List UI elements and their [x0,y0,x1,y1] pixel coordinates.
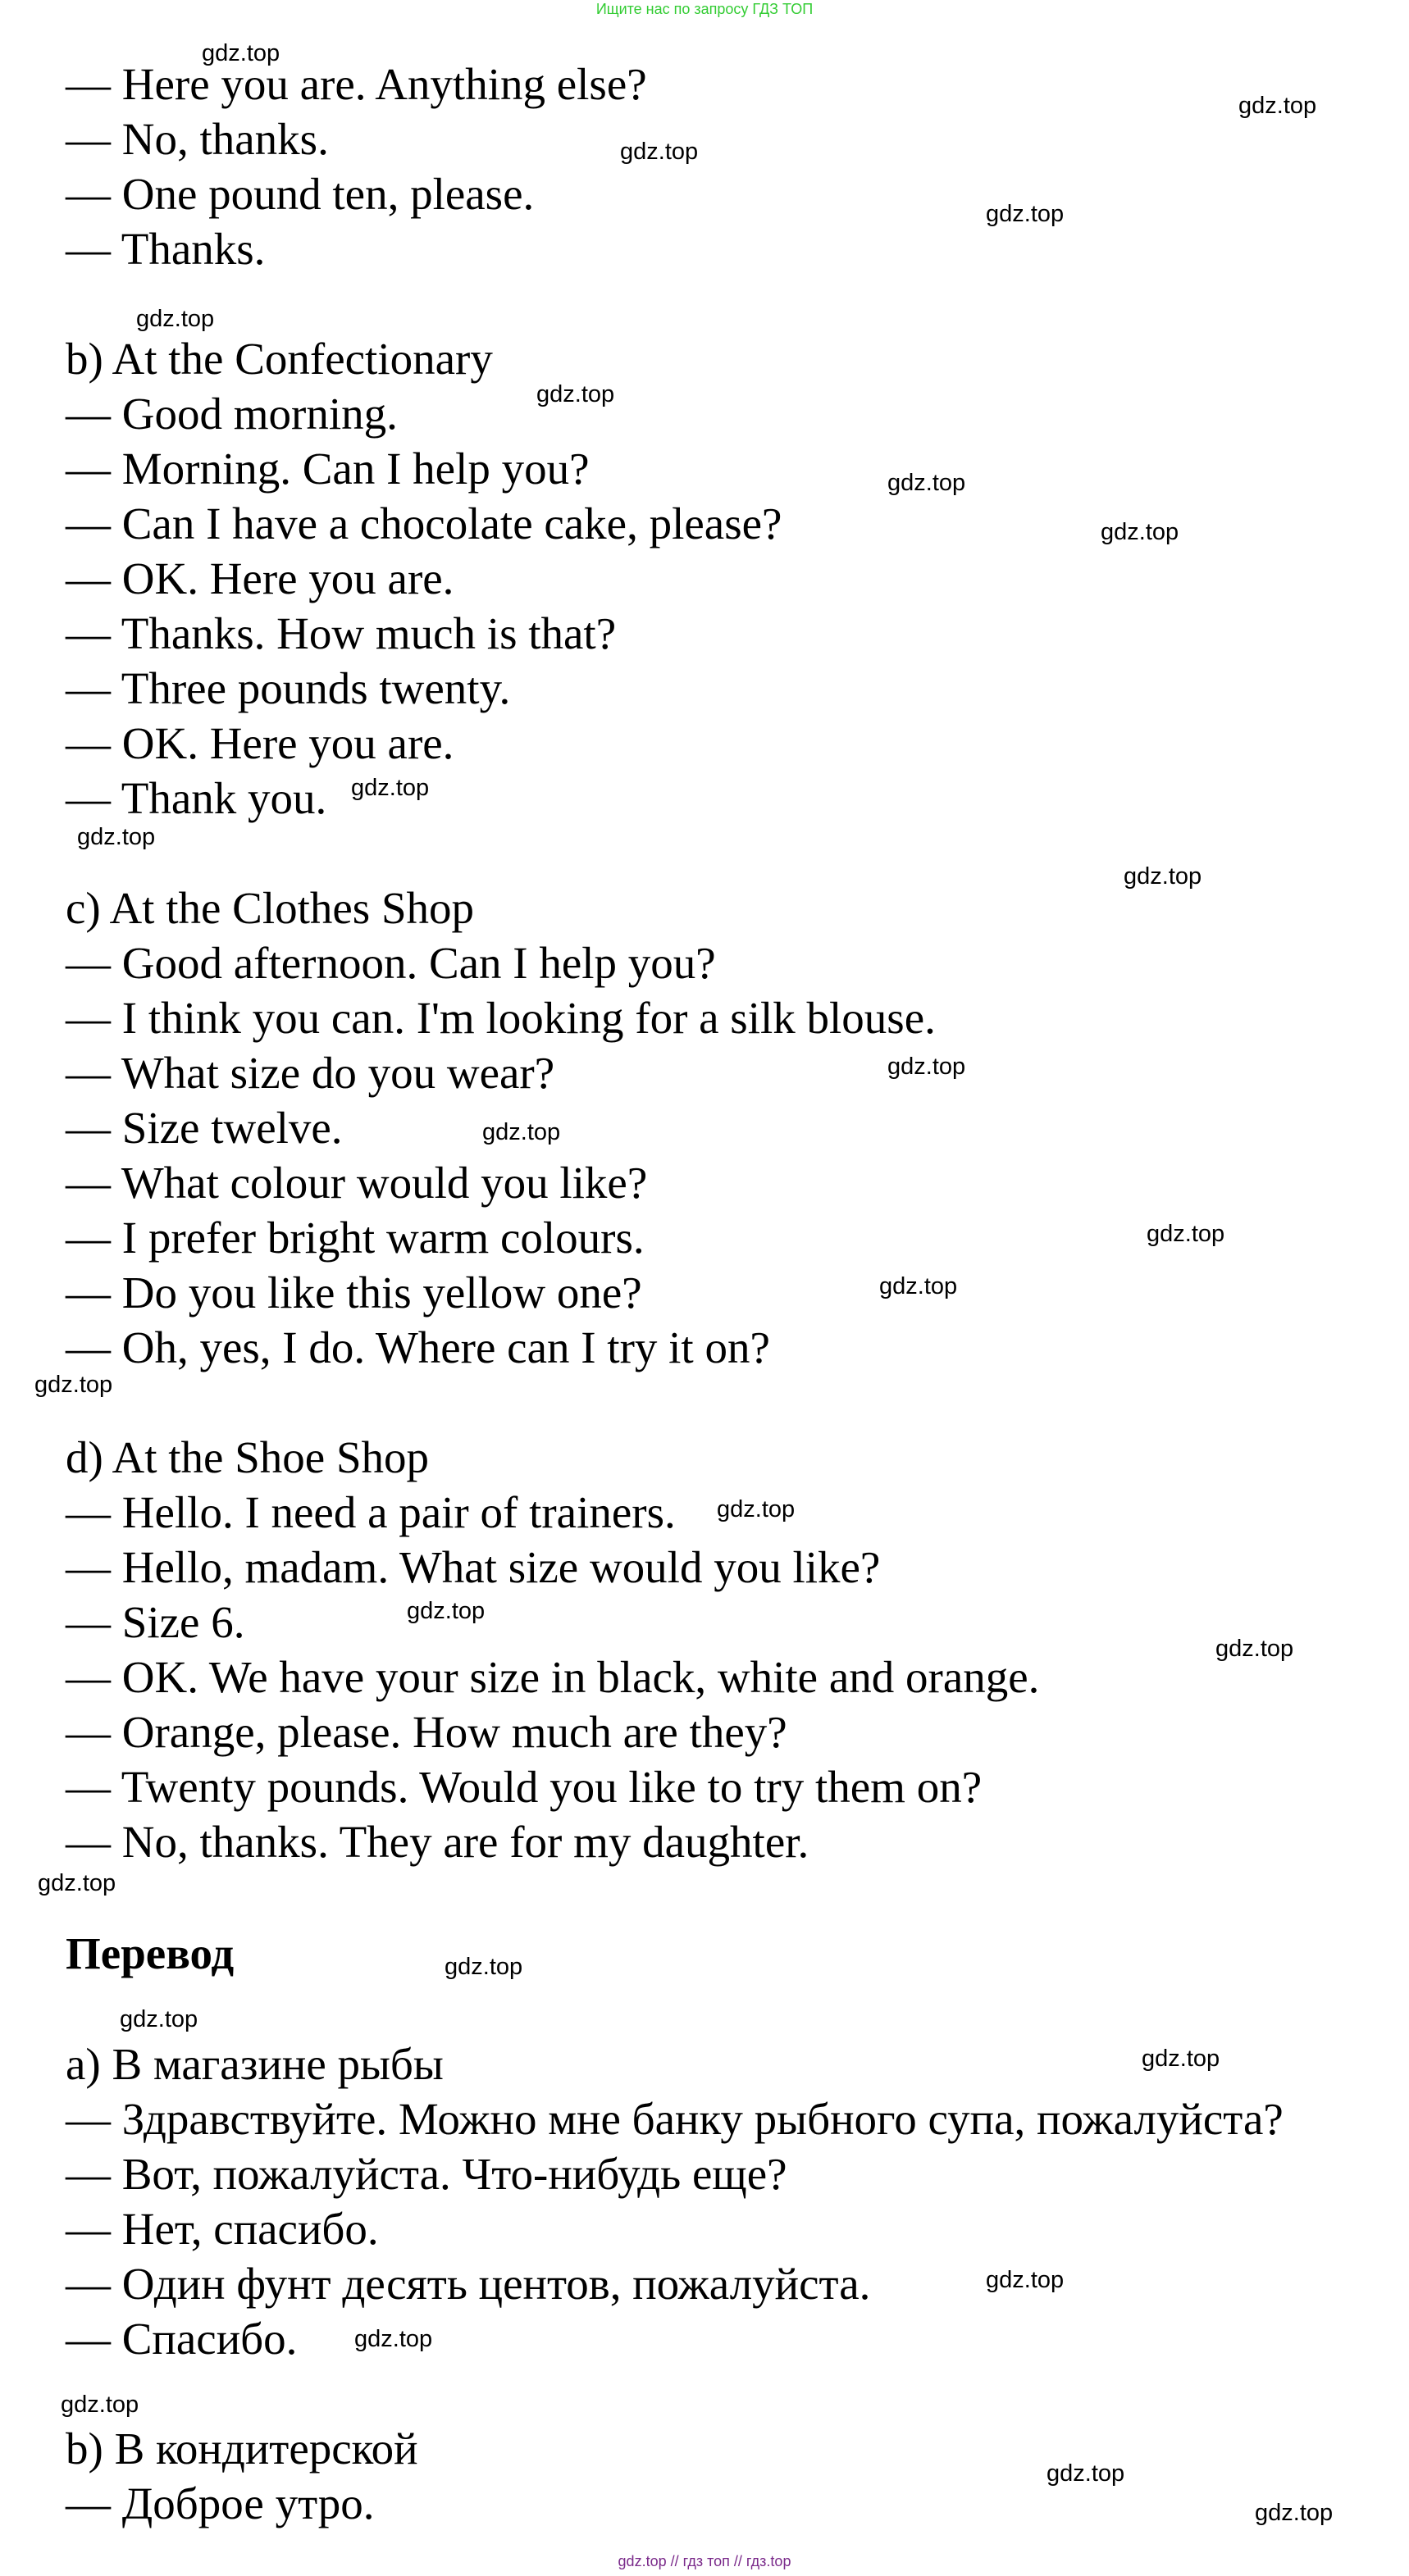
translation-line: — Доброе утро. [66,2478,375,2528]
watermark: gdz.top [482,1119,561,1145]
watermark: gdz.top [77,824,156,850]
top-banner: Ищите нас по запросу ГДЗ ТОП [595,1,814,17]
dialogue-line: — Size 6. [66,1597,245,1647]
dialogue-line: — Good morning. [66,389,398,439]
watermark: gdz.top [536,381,615,407]
translation-section-b-title: b) В кондитерской [66,2424,418,2474]
translation-line: — Здравствуйте. Можно мне банку рыбного супа, пожалуйста? [66,2094,1284,2144]
watermark: gdz.top [986,2267,1065,2293]
watermark: gdz.top [34,1372,113,1398]
dialogue-line: — Do you like this yellow one? [66,1268,642,1318]
dialogue-line: — Thanks. How much is that? [66,608,617,658]
dialogue-line: — OK. Here you are. [66,553,454,603]
watermark: gdz.top [61,2392,139,2418]
section-d-title: d) At the Shoe Shop [66,1432,430,1482]
watermark: gdz.top [354,2326,433,2352]
watermark: gdz.top [887,1054,966,1080]
dialogue-line: — Twenty pounds. Would you like to try them on? [66,1762,983,1812]
watermark: gdz.top [717,1496,796,1522]
watermark: gdz.top [1147,1221,1225,1247]
watermark: gdz.top [407,1598,486,1624]
watermark: gdz.top [1046,2460,1125,2487]
dialogue-line: — I prefer bright warm colours. [66,1213,645,1263]
watermark: gdz.top [1101,519,1179,545]
dialogue-line: — Good afternoon. Can I help you? [66,938,716,988]
dialogue-line: — One pound ten, please. [66,169,535,219]
translation-line: — Нет, спасибо. [66,2204,379,2254]
watermark: gdz.top [887,470,966,496]
section-b-title: b) At the Confectionary [66,334,493,384]
watermark: gdz.top [1238,93,1317,119]
dialogue-line: — What colour would you like? [66,1158,648,1208]
watermark: gdz.top [202,40,280,66]
dialogue-line: — Here you are. Anything else? [66,59,647,109]
watermark: gdz.top [38,1870,116,1896]
dialogue-line: — Oh, yes, I do. Where can I try it on? [66,1322,770,1372]
watermark: gdz.top [620,139,699,165]
dialogue-line: — No, thanks. [66,114,329,164]
watermark: gdz.top [120,2006,198,2032]
watermark: gdz.top [1124,863,1202,890]
dialogue-line: — Size twelve. [66,1103,343,1153]
watermark: gdz.top [1255,2500,1334,2526]
dialogue-line: — Hello. I need a pair of trainers. [66,1487,676,1537]
translation-heading: Перевод [66,1928,235,1978]
watermark: gdz.top [1142,2046,1220,2072]
translation-section-a-title: а) В магазине рыбы [66,2039,444,2089]
watermark: gdz.top [1215,1636,1294,1662]
dialogue-line: — Thank you. [66,773,327,823]
dialogue-line: — What size do you wear? [66,1048,555,1098]
dialogue-line: — OK. We have your size in black, white and orange. [66,1652,1040,1702]
dialogue-line: — OK. Here you are. [66,718,454,768]
watermark: gdz.top [136,306,215,332]
dialogue-line: — Orange, please. How much are they? [66,1707,787,1757]
watermark: gdz.top [445,1954,523,1980]
dialogue-line: — No, thanks. They are for my daughter. [66,1817,809,1867]
section-c-title: c) At the Clothes Shop [66,883,475,933]
translation-line: — Один фунт десять центов, пожалуйста. [66,2259,871,2309]
dialogue-line: — Hello, madam. What size would you like? [66,1542,881,1592]
dialogue-line: — Can I have a chocolate cake, please? [66,498,782,548]
dialogue-line: — I think you can. I'm looking for a silk blouse. [66,993,936,1043]
bottom-banner: gdz.top // гдз топ // гдз.top [618,2553,791,2569]
watermark: gdz.top [986,201,1065,227]
dialogue-line: — Three pounds twenty. [66,663,511,713]
translation-line: — Спасибо. [66,2314,298,2364]
dialogue-line: — Morning. Can I help you? [66,444,590,494]
dialogue-line: — Thanks. [66,224,266,274]
translation-line: — Вот, пожалуйста. Что-нибудь еще? [66,2149,787,2199]
watermark: gdz.top [351,775,430,801]
watermark: gdz.top [879,1273,958,1299]
